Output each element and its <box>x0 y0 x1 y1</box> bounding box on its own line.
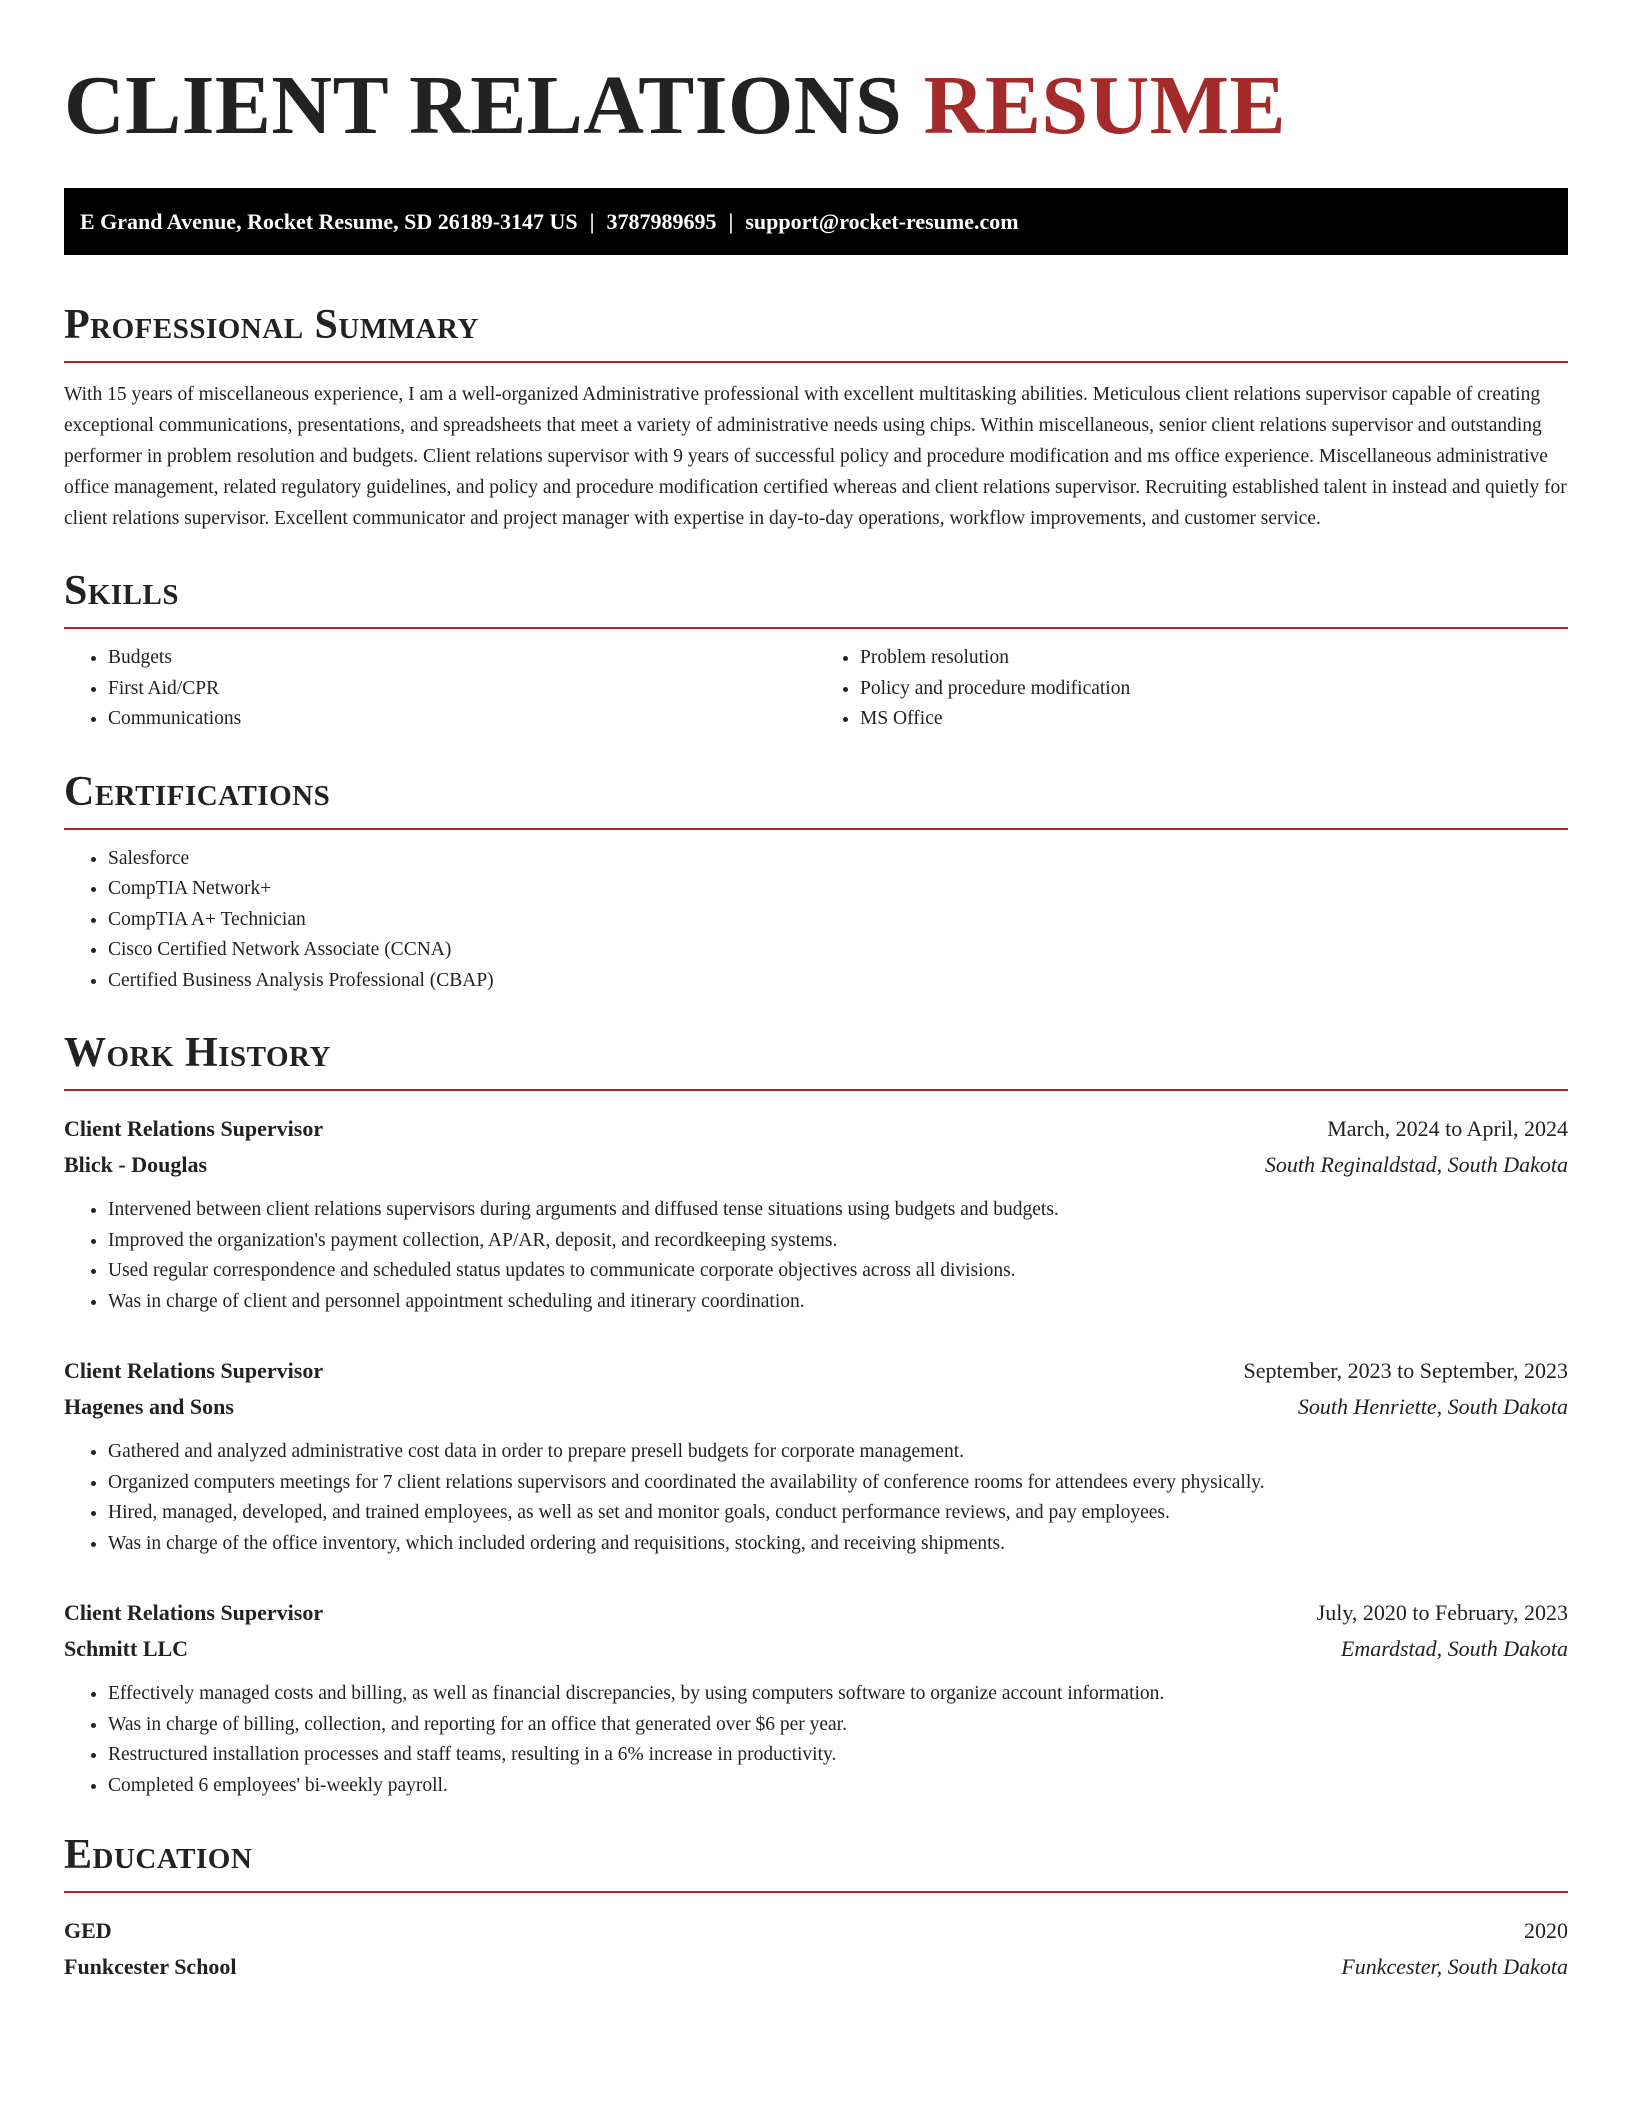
job-duties-list <box>64 1679 1568 1801</box>
job-header-row <box>64 1595 1568 1631</box>
job-duties-list <box>64 1195 1568 1317</box>
contact-bar <box>64 188 1568 255</box>
contact-separator: | <box>728 209 734 234</box>
job-duty-item: • Organized computers meetings for 7 client relations supervisors and coordinated the availability of conference rooms for attendees every physically. <box>108 1468 1568 1499</box>
job-duty-item: • Used regular correspondence and scheduled status updates to communicate corporate objectives across all divisions. <box>108 1256 1568 1287</box>
summary-text: With 15 years of miscellaneous experience, I am a well-organized Administrative professional with excellent multitasking abilities. Meticulous client relations supervisor capable of creating exceptional communications, presentations, and spreadsheets that meet a variety of administrative needs using chips. Within miscellaneous, senior client relations supervisor and outstanding performer in problem resolution and budgets. Client relations supervisor with 9 years of successful policy and procedure modification and ms office experience. Miscellaneous administrative office management, related regulatory guidelines, and policy and procedure modification certified whereas and client relations supervisor. Recruiting established talent in instead and quietly for client relations supervisor. Excellent communicator and project manager with expertise in day-to-day operations, workflow improvements, and customer service. <box>64 384 1567 529</box>
education-school: Funkcester School <box>64 1954 237 1979</box>
job-duty-item: • Intervened between client relations supervisors during arguments and diffused tense situations using budgets and budgets. <box>108 1195 1568 1226</box>
job-location: South Reginaldstad, South Dakota <box>1264 1152 1568 1177</box>
job-company: Schmitt LLC <box>64 1636 189 1661</box>
education-entry <box>64 1913 1568 1985</box>
job-company: Hagenes and Sons <box>64 1394 234 1419</box>
contact-separator: | <box>589 209 595 234</box>
skill-item: • Communications <box>108 704 816 735</box>
job-title: Client Relations Supervisor <box>64 1600 324 1625</box>
certification-item: • CompTIA A+ Technician <box>108 905 1568 936</box>
job-entry <box>64 1595 1568 1801</box>
skill-item: • MS Office <box>860 704 1568 735</box>
job-location: South Henriette, South Dakota <box>1297 1394 1568 1419</box>
section-divider <box>64 361 1568 363</box>
job-title: Client Relations Supervisor <box>64 1116 324 1141</box>
job-duty-item: • Was in charge of billing, collection, and reporting for an office that generated over $6 per year. <box>108 1710 1568 1741</box>
job-company-row <box>64 1389 1568 1425</box>
certification-item: • CompTIA Network+ <box>108 874 1568 905</box>
title-main: CLIENT RELATIONS <box>64 59 903 152</box>
job-dates: September, 2023 to September, 2023 <box>1243 1358 1568 1383</box>
job-duty-item: • Hired, managed, developed, and trained employees, as well as set and monitor goals, conduct performance reviews, and pay employees. <box>108 1498 1568 1529</box>
section-divider <box>64 1089 1568 1091</box>
certification-item: • Salesforce <box>108 844 1568 875</box>
job-duty-item: • Was in charge of the office inventory, which included ordering and requisitions, stocking, and receiving shipments. <box>108 1529 1568 1560</box>
skill-item: • Policy and procedure modification <box>860 674 1568 705</box>
contact-phone: 3787989695 <box>606 209 717 234</box>
job-dates: July, 2020 to February, 2023 <box>1316 1600 1568 1625</box>
education-year: 2020 <box>1524 1918 1568 1943</box>
certifications-list <box>64 844 1568 997</box>
section-heading-skills: Skills <box>64 568 180 614</box>
job-entry <box>64 1353 1568 1559</box>
job-duty-item: • Effectively managed costs and billing, as well as financial discrepancies, by using computers software to organize account information. <box>108 1679 1568 1710</box>
section-divider <box>64 1891 1568 1893</box>
title-accent: RESUME <box>923 59 1287 152</box>
skills-list-left <box>64 643 816 735</box>
job-entry <box>64 1111 1568 1317</box>
resume-title <box>64 56 1568 156</box>
contact-address: E Grand Avenue, Rocket Resume, SD 26189-3147 US <box>80 209 578 234</box>
certification-item: • Certified Business Analysis Professional (CBAP) <box>108 966 1568 997</box>
skills-section <box>64 565 1568 735</box>
job-header-row <box>64 1111 1568 1147</box>
section-heading-summary: Professional Summary <box>64 302 479 348</box>
professional-summary-section <box>64 299 1568 534</box>
job-dates: March, 2024 to April, 2024 <box>1327 1116 1568 1141</box>
job-duty-item: • Improved the organization's payment collection, AP/AR, deposit, and recordkeeping systems. <box>108 1226 1568 1257</box>
education-section <box>64 1829 1568 1985</box>
education-location: Funkcester, South Dakota <box>1341 1954 1568 1979</box>
skill-item: • First Aid/CPR <box>108 674 816 705</box>
job-company-row <box>64 1631 1568 1667</box>
skill-item: • Budgets <box>108 643 816 674</box>
section-divider <box>64 828 1568 830</box>
job-duties-list <box>64 1437 1568 1559</box>
education-degree: GED <box>64 1918 112 1943</box>
certification-item: • Cisco Certified Network Associate (CCNA) <box>108 935 1568 966</box>
job-duty-item: • Gathered and analyzed administrative cost data in order to prepare presell budgets for corporate management. <box>108 1437 1568 1468</box>
section-heading-work-history: Work History <box>64 1030 331 1076</box>
certifications-section <box>64 766 1568 997</box>
job-title: Client Relations Supervisor <box>64 1358 324 1383</box>
work-history-section <box>64 1027 1568 1801</box>
section-heading-education: Education <box>64 1832 253 1878</box>
job-duty-item: • Restructured installation processes and staff teams, resulting in a 6% increase in productivity. <box>108 1740 1568 1771</box>
skills-list-right <box>816 643 1568 735</box>
skills-grid <box>64 643 1568 735</box>
job-header-row <box>64 1353 1568 1389</box>
job-location: Emardstad, South Dakota <box>1340 1636 1568 1661</box>
job-company: Blick - Douglas <box>64 1152 208 1177</box>
job-duty-item: • Was in charge of client and personnel appointment scheduling and itinerary coordination. <box>108 1287 1568 1318</box>
section-heading-certifications: Certifications <box>64 768 331 815</box>
education-header-row <box>64 1913 1568 1949</box>
skill-item: • Problem resolution <box>860 643 1568 674</box>
section-divider <box>64 627 1568 629</box>
job-company-row <box>64 1147 1568 1183</box>
job-duty-item: • Completed 6 employees' bi-weekly payroll. <box>108 1771 1568 1802</box>
contact-email: support@rocket-resume.com <box>745 209 1019 234</box>
education-school-row <box>64 1949 1568 1985</box>
